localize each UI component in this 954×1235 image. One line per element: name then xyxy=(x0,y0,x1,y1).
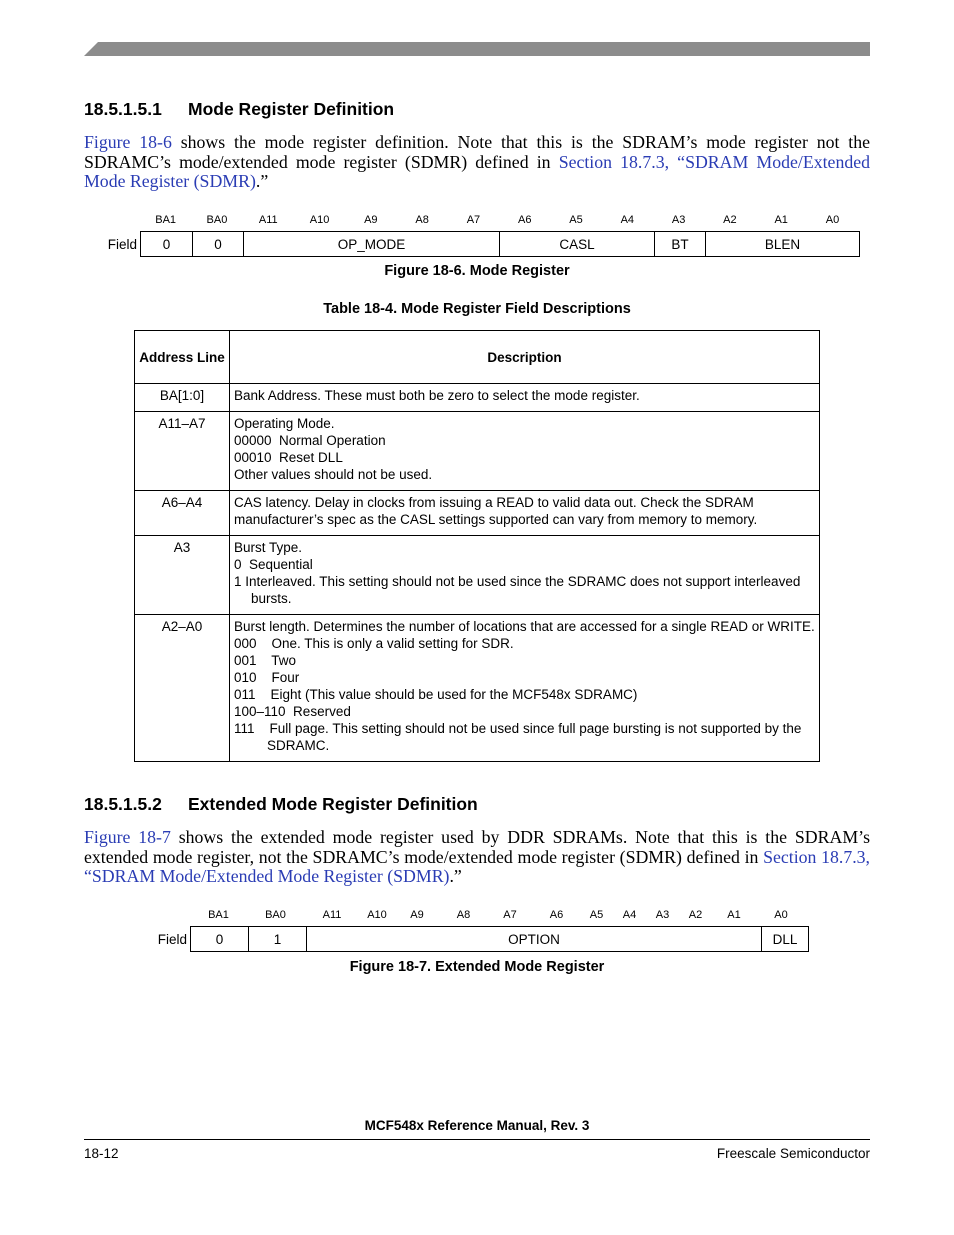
description-line: CAS latency. Delay in clocks from issuing a READ to valid data out. Check the SDRAM manufacturer’s spec as the CASL settings supported can vary from memory to memory. xyxy=(234,495,758,527)
description-line: 000 One. This is only a valid setting for SDR. xyxy=(234,636,514,651)
description-cell xyxy=(230,536,820,615)
figure-18-6-link[interactable]: Figure 18-6 xyxy=(84,132,172,152)
field-op-mode: OP_MODE xyxy=(243,232,499,256)
figure-18-7-bit-labels xyxy=(190,909,806,921)
description-line: Burst Type. xyxy=(234,540,303,555)
bit-label: A1 xyxy=(774,214,788,226)
description-cell xyxy=(230,412,820,491)
footer-company: Freescale Semiconductor xyxy=(716,1146,870,1161)
figure-18-6-caption: Figure 18-6. Mode Register xyxy=(384,263,570,279)
bit-label: BA1 xyxy=(208,909,229,921)
bit-label: A11 xyxy=(258,214,278,226)
description-cell xyxy=(230,491,820,536)
bit-label: A11 xyxy=(322,909,342,921)
table-row xyxy=(135,536,820,615)
field-blen: BLEN xyxy=(705,232,859,256)
section-number: 18.5.1.5.2 xyxy=(84,794,162,814)
bit-label: A7 xyxy=(466,214,481,226)
paragraph-text-end: .” xyxy=(255,171,269,191)
address-cell: A3 xyxy=(135,536,230,615)
field-ba1: 0 xyxy=(215,931,224,947)
field-ba0: 0 xyxy=(192,232,243,256)
bit-label: A1 xyxy=(727,909,741,921)
description-line: Burst length. Determines the number of locations that are accessed for a single READ or WRITE. xyxy=(234,619,815,634)
bit-label: A4 xyxy=(622,909,637,921)
section-heading-mode-register xyxy=(84,99,394,120)
bit-label: A3 xyxy=(655,909,670,921)
bit-label: A5 xyxy=(569,214,583,226)
paragraph-text: shows the mode register definition. Note that this is the SDRAM’s mode register not the SDRAMC’s mode/extended mode register (SDMR) defined in xyxy=(84,132,871,172)
description-line: 1 Interleaved. This setting should not be used since the SDRAMC does not support interleaved bursts. xyxy=(234,574,801,606)
sdmr-section-link[interactable]: Section 18.7.3, “SDRAM Mode/Extended Mode Register (SDMR) xyxy=(84,846,870,886)
field-ba1: 0 xyxy=(162,236,171,252)
header-address-line: Address Line xyxy=(135,331,230,384)
table-row xyxy=(135,491,820,536)
table-row xyxy=(135,384,820,412)
field-option: OPTION xyxy=(306,927,761,951)
figure-18-6-bit-labels xyxy=(140,214,858,226)
field-casl: CASL xyxy=(499,232,654,256)
address-cell: A6–A4 xyxy=(135,491,230,536)
bit-label: BA0 xyxy=(265,909,286,921)
description-line: 010 Four xyxy=(234,670,300,685)
field-dll: DLL xyxy=(761,927,808,951)
table-18-4-caption: Table 18-4. Mode Register Field Descriptions xyxy=(323,301,631,317)
description-line: 001 Two xyxy=(234,653,297,668)
description-line: 00010 Reset DLL xyxy=(234,450,343,465)
description-cell xyxy=(230,384,820,412)
intro-paragraph-2 xyxy=(84,828,870,887)
section-heading-extended-mode-register xyxy=(84,794,478,815)
figure-18-7-caption: Figure 18-7. Extended Mode Register xyxy=(349,959,605,975)
description-line: 00000 Normal Operation xyxy=(234,433,386,448)
register-fields xyxy=(140,231,860,257)
description-cell xyxy=(230,615,820,762)
bit-label: A3 xyxy=(671,214,686,226)
bit-label: A8 xyxy=(456,909,471,921)
intro-paragraph-1 xyxy=(84,133,870,192)
section-title: Extended Mode Register Definition xyxy=(188,794,478,814)
description-line: 0 Sequential xyxy=(234,557,313,572)
paragraph-text: shows the extended mode register used by DDR SDRAMs. Note that this is the SDRAM’s extended mode register, not the SDRAMC’s mode/extended mode register (SDMR) defined in xyxy=(84,827,870,867)
field-row-label: Field xyxy=(157,931,187,947)
address-cell: A2–A0 xyxy=(135,615,230,762)
field-ba0: 1 xyxy=(248,927,306,951)
bit-label: A2 xyxy=(688,909,703,921)
header-description: Description xyxy=(230,331,820,384)
register-fields xyxy=(190,926,809,952)
bit-label: A2 xyxy=(723,214,737,226)
figure-18-6-field-row xyxy=(90,231,860,257)
address-cell: BA[1:0] xyxy=(135,384,230,412)
footer-manual-title: MCF548x Reference Manual, Rev. 3 xyxy=(364,1118,590,1133)
bit-label: A10 xyxy=(309,214,330,226)
description-line: 100–110 Reserved xyxy=(234,704,351,719)
figure-18-7-link[interactable]: Figure 18-7 xyxy=(84,827,171,847)
bit-label: A0 xyxy=(825,214,840,226)
footer-page-number: 18-12 xyxy=(84,1146,119,1161)
paragraph-text-end: .” xyxy=(449,866,462,886)
table-header-row xyxy=(135,331,820,384)
bit-label: A7 xyxy=(503,909,517,921)
bit-label: A9 xyxy=(364,214,378,226)
sdmr-section-link[interactable]: Section 18.7.3, “SDRAM Mode/Extended Mode Register (SDMR) xyxy=(84,151,871,191)
section-title: Mode Register Definition xyxy=(188,99,395,119)
field-row-label: Field xyxy=(107,236,137,252)
bit-label: A5 xyxy=(589,909,604,921)
bit-label: A4 xyxy=(620,214,635,226)
table-row xyxy=(135,615,820,762)
field-bt: BT xyxy=(654,232,705,256)
footer-divider xyxy=(84,1139,870,1140)
bit-label: A9 xyxy=(410,909,424,921)
bit-label: A10 xyxy=(367,909,387,921)
section-number: 18.5.1.5.1 xyxy=(84,99,162,119)
description-line: 011 Eight (This value should be used for the MCF548x SDRAMC) xyxy=(234,687,638,702)
bit-label: BA1 xyxy=(155,214,177,226)
description-line: 111 Full page. This setting should not be used since full page bursting is not supported by the SDRAMC. xyxy=(234,721,806,753)
field-descriptions-table xyxy=(134,330,820,762)
description-line: Other values should not be used. xyxy=(234,467,433,482)
address-cell: A11–A7 xyxy=(135,412,230,491)
description-line: Operating Mode. xyxy=(234,416,335,431)
description-line: Bank Address. These must both be zero to select the mode register. xyxy=(234,388,640,403)
bit-label: BA0 xyxy=(206,214,228,226)
bit-label: A6 xyxy=(549,909,564,921)
bit-label: A8 xyxy=(415,214,429,226)
bit-label: A6 xyxy=(517,214,532,226)
header-bar xyxy=(84,42,870,56)
table-row xyxy=(135,412,820,491)
bit-label: A0 xyxy=(774,909,788,921)
figure-18-7-field-row xyxy=(140,926,809,952)
